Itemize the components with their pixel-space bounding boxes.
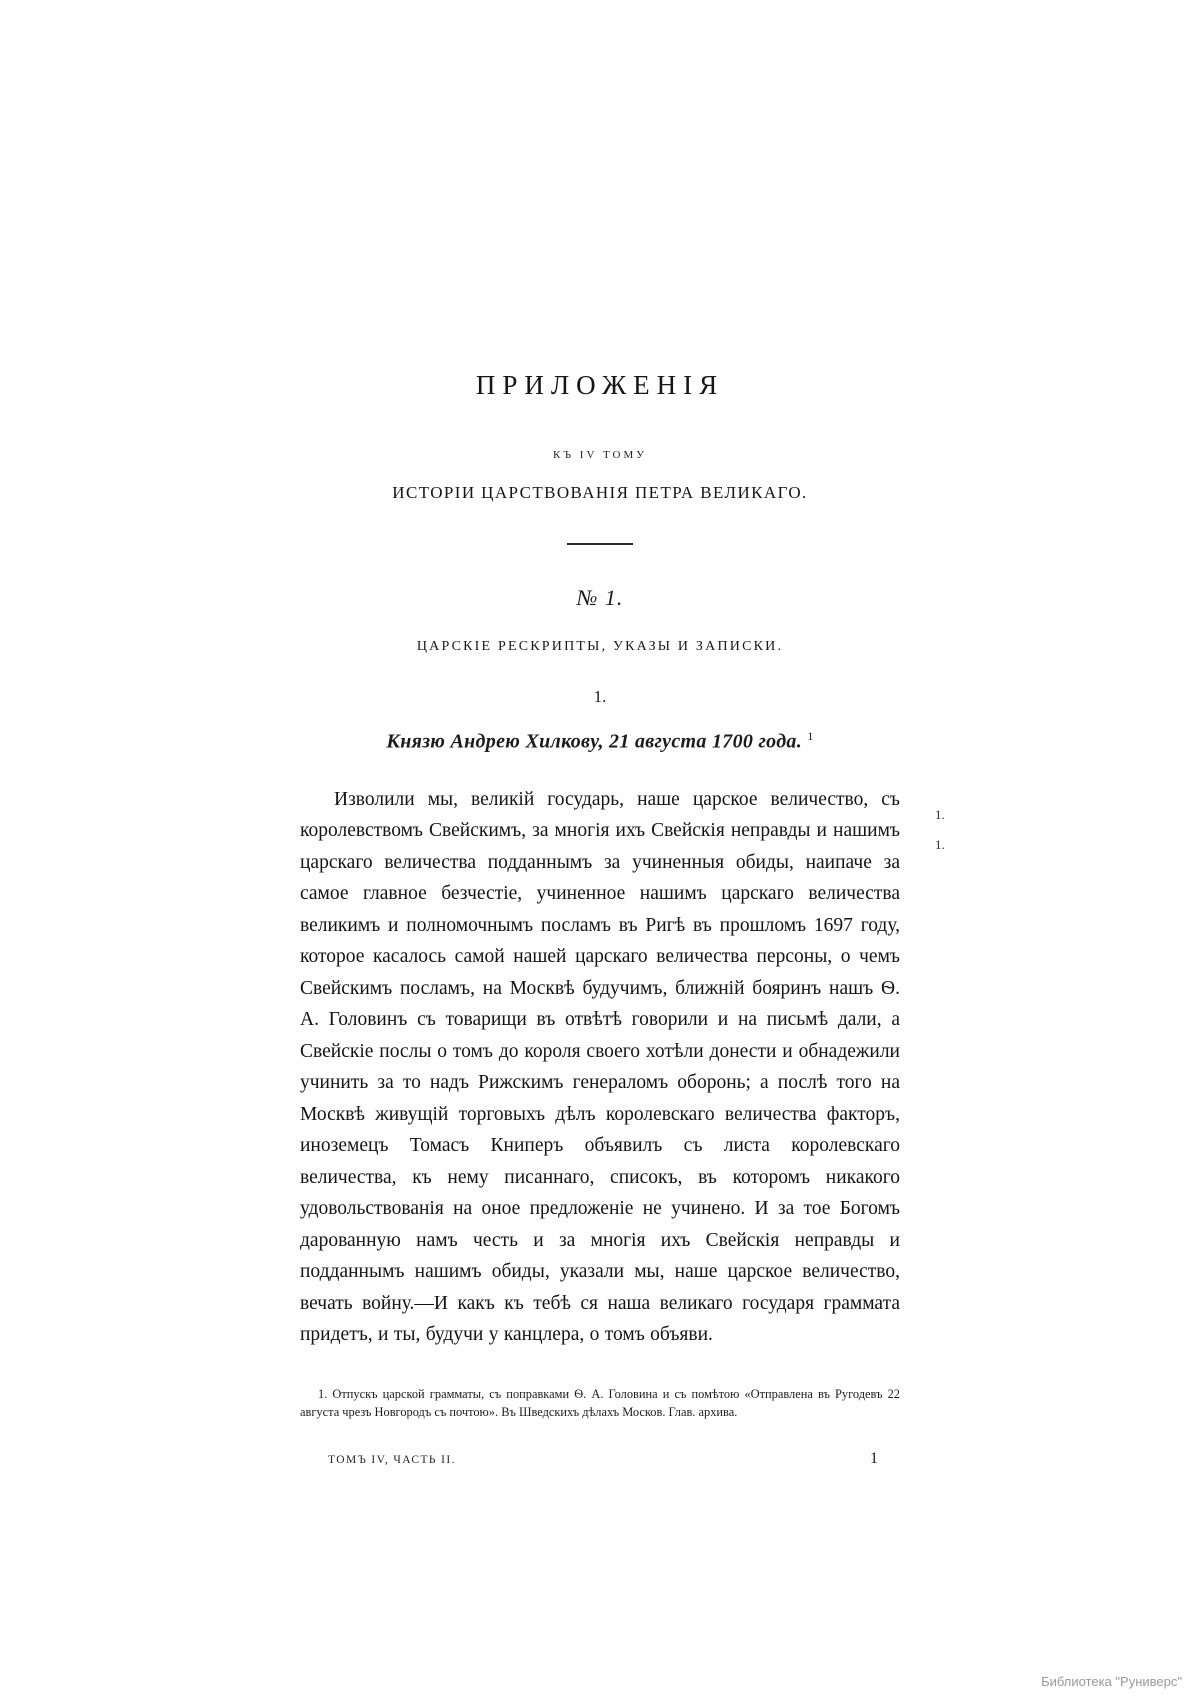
document-heading-text: Князю Андрею Хилкову, 21 августа 1700 года. [386, 730, 803, 753]
margin-notes [935, 800, 945, 860]
page-number: 1 [870, 1450, 878, 1467]
work-title: ИСТОРІИ ЦАРСТВОВАНІЯ ПЕТРА ВЕЛИКАГО. [392, 483, 808, 502]
appendix-number: № 1. [576, 585, 624, 610]
page-content [300, 370, 900, 1421]
page-title: ПРИЛОЖЕНІЯ [475, 370, 725, 400]
volume-subtitle: КЪ IV ТОМУ [552, 449, 648, 461]
volume-part-label: ТОМЪ IV, ЧАСТЬ II. [328, 1454, 456, 1466]
section-caption: ЦАРСКІЕ РЕСКРИПТЫ, УКАЗЫ И ЗАПИСКИ. [416, 639, 784, 654]
item-number: 1. [593, 687, 607, 706]
page-footer [300, 1450, 920, 1468]
library-watermark: Библиотека "Руниверс" [1041, 1674, 1182, 1689]
margin-note-1: 1. [935, 807, 945, 822]
footnote-text: 1. Отпускъ царской грамматы, съ поправками Ѳ. А. Головина и съ помѣтою «Отправлена въ Ругодевъ 22 августа чрезъ Новгородъ съ почтою». Въ Шведскихъ дѣлахъ Москов. Глав. архива. [300, 1386, 900, 1419]
document-heading [300, 729, 900, 754]
divider-rule [567, 543, 633, 545]
document-body: Изволили мы, великій государь, наше царское величество, съ королевствомъ Свейскимъ, за многія ихъ Свейскія неправды и нашимъ царскаго величества подданнымъ за учиненныя обиды, наипаче за самое главное безчестіе, учиненное нашимъ царскаго величества великимъ и полномочнымъ посламъ въ Ригѣ въ прошломъ 1697 году, которое касалось самой нашей царскаго величества персоны, о чемъ Свейскимъ посламъ, на Москвѣ будучимъ, ближній бояринъ нашъ Ѳ. А. Головинъ съ товарищи въ отвѣтѣ говорили и на письмѣ дали, а Свейскіе послы о томъ до короля своего хотѣли донести и обнадежили учинить за то надъ Рижскимъ генераломъ оборонь; а послѣ того на Москвѣ живущій торговыхъ дѣлъ королевскаго величества факторъ, иноземецъ Томасъ Книперъ объявилъ съ листа королевскаго величества, къ нему писаннаго, списокъ, въ которомъ никакого удовольствованія на оное предложеніе не учинено. И за тое Богомъ дарованную намъ честь и за многія ихъ Свейскія неправды и подданнымъ нашимъ обиды, указали мы, наше царское величество, вечать войну.—И какъ къ тебѣ ся наша великаго государя граммата придетъ, и ты, будучи у канцлера, о томъ объяви. [300, 788, 900, 1346]
footnote [300, 1385, 900, 1421]
footnote-marker: 1 [807, 729, 814, 743]
margin-note-2: 1. [935, 837, 945, 852]
